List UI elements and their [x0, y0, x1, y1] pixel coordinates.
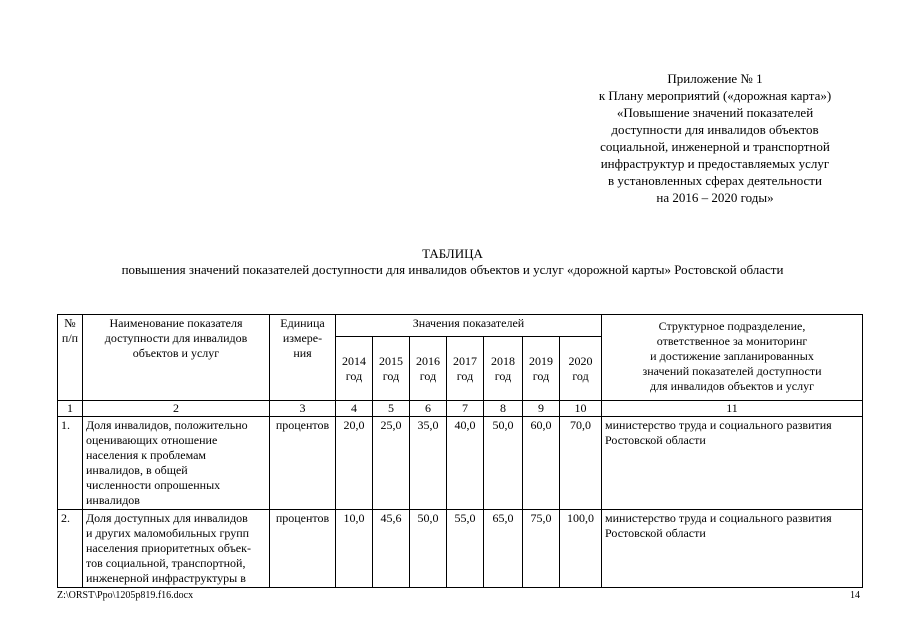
- row-value-2015: 25,0: [373, 417, 410, 510]
- row-value-2020: 70,0: [560, 417, 602, 510]
- header-responsible-line: и достижение запланированных: [650, 349, 814, 363]
- footer-page-number: 14: [850, 590, 860, 601]
- header-name-line: Наименование показателя: [109, 316, 243, 330]
- table-heading: ТАБЛИЦА: [422, 246, 483, 261]
- column-number: 2: [83, 401, 270, 417]
- row-value-2020: 100,0: [560, 510, 602, 588]
- year-label: 2018: [491, 353, 515, 368]
- header-name-line: объектов и услуг: [132, 346, 220, 360]
- year-label: 2014: [342, 353, 366, 368]
- appendix-line: на 2016 – 2020 годы»: [656, 190, 774, 205]
- header-year-2020: [560, 337, 602, 401]
- row-responsible: [602, 417, 863, 510]
- row-value-2019: 75,0: [523, 510, 560, 588]
- header-year-2014: [336, 337, 373, 401]
- column-number: 6: [410, 401, 447, 417]
- header-year-2015: [373, 337, 410, 401]
- row-value-2014: 20,0: [336, 417, 373, 510]
- table-row: [58, 417, 863, 510]
- header-year-2019: [523, 337, 560, 401]
- row-num: 1.: [58, 417, 83, 510]
- row-value-2014: 10,0: [336, 510, 373, 588]
- header-num-line: №: [64, 316, 76, 330]
- appendix-line: в установленных сферах деятельности: [608, 173, 822, 188]
- column-number: 7: [447, 401, 484, 417]
- header-unit-line: ния: [293, 346, 312, 360]
- row-name-line: Доля инвалидов, положительно: [86, 418, 248, 432]
- row-name-line: населения приоритетных объек-: [86, 541, 251, 555]
- row-name-line: тов социальной, транспортной,: [86, 556, 246, 570]
- header-name-line: доступности для инвалидов: [104, 331, 248, 345]
- header-responsible-line: для инвалидов объектов и услуг: [650, 379, 815, 393]
- year-suffix: год: [456, 368, 474, 383]
- year-suffix: год: [572, 368, 589, 383]
- row-value-2019: 60,0: [523, 417, 560, 510]
- indicator-table: [57, 314, 863, 588]
- table-subheading: повышения значений показателей доступности для инвалидов объектов и услуг «дорожной карты» Ростовской области: [121, 262, 784, 277]
- appendix-line: «Повышение значений показателей: [616, 105, 814, 120]
- row-num: 2.: [58, 510, 83, 588]
- row-value-2018: 50,0: [484, 417, 523, 510]
- appendix-header: [560, 70, 870, 206]
- row-indicator-name: [83, 417, 270, 510]
- column-number: 10: [560, 401, 602, 417]
- header-name: [83, 315, 270, 401]
- year-suffix: год: [419, 368, 437, 383]
- row-responsible: [602, 510, 863, 588]
- row-responsible-line: Ростовской области: [605, 433, 706, 447]
- year-suffix: год: [494, 368, 512, 383]
- row-value-2015: 45,6: [373, 510, 410, 588]
- row-name-line: инженерной инфраструктуры в: [86, 571, 246, 585]
- row-indicator-name: [83, 510, 270, 588]
- row-responsible-line: министерство труда и социального развития: [605, 511, 832, 525]
- row-name-line: инвалидов, в общей: [86, 463, 188, 477]
- header-year-2018: [484, 337, 523, 401]
- row-unit: процентов: [270, 510, 336, 588]
- row-name-line: оценивающих отношение: [86, 433, 218, 447]
- appendix-line: доступности для инвалидов объектов: [611, 122, 819, 137]
- year-suffix: год: [345, 368, 363, 383]
- row-value-2016: 50,0: [410, 510, 447, 588]
- header-num-line: п/п: [61, 331, 79, 345]
- header-num: [58, 315, 83, 401]
- appendix-line: инфраструктур и предоставляемых услуг: [600, 156, 830, 171]
- column-number: 9: [523, 401, 560, 417]
- table-row: [58, 510, 863, 588]
- appendix-line: к Плану мероприятий («дорожная карта»): [598, 88, 832, 103]
- year-label: 2019: [529, 353, 553, 368]
- column-number: 5: [373, 401, 410, 417]
- header-values-group: Значения показателей: [336, 315, 602, 337]
- row-name-line: населения к проблемам: [86, 448, 207, 462]
- header-unit-line: Единица: [280, 316, 325, 330]
- header-year-2016: [410, 337, 447, 401]
- year-suffix: год: [382, 368, 400, 383]
- row-name-line: Доля доступных для инвалидов: [86, 511, 248, 525]
- header-responsible-line: ответственное за мониторинг: [656, 334, 808, 348]
- column-number: 4: [336, 401, 373, 417]
- row-value-2018: 65,0: [484, 510, 523, 588]
- header-responsible: [602, 315, 863, 401]
- header-responsible-line: значений показателей доступности: [642, 364, 822, 378]
- column-number: 3: [270, 401, 336, 417]
- column-number: 8: [484, 401, 523, 417]
- row-responsible-line: министерство труда и социального развития: [605, 418, 832, 432]
- row-unit: процентов: [270, 417, 336, 510]
- header-responsible-line: Структурное подразделение,: [658, 319, 806, 333]
- appendix-line: Приложение № 1: [667, 71, 763, 86]
- year-label: 2017: [453, 353, 477, 368]
- year-label: 2020: [568, 353, 593, 368]
- row-value-2017: 55,0: [447, 510, 484, 588]
- row-name-line: численности опрошенных: [86, 478, 221, 492]
- year-suffix: год: [532, 368, 550, 383]
- year-label: 2016: [416, 353, 440, 368]
- column-number: 11: [602, 401, 863, 417]
- row-responsible-line: Ростовской области: [605, 526, 706, 540]
- table-title: [0, 246, 905, 278]
- row-value-2016: 35,0: [410, 417, 447, 510]
- footer-file-path: Z:\ORST\Ppo\1205p819.f16.docx: [57, 590, 194, 601]
- header-unit: [270, 315, 336, 401]
- row-name-line: инвалидов: [86, 493, 140, 507]
- row-name-line: и других маломобильных групп: [86, 526, 250, 540]
- row-value-2017: 40,0: [447, 417, 484, 510]
- header-unit-line: измере-: [282, 331, 323, 345]
- header-year-2017: [447, 337, 484, 401]
- column-number: 1: [58, 401, 83, 417]
- year-label: 2015: [379, 353, 403, 368]
- appendix-line: социальной, инженерной и транспортной: [600, 139, 830, 154]
